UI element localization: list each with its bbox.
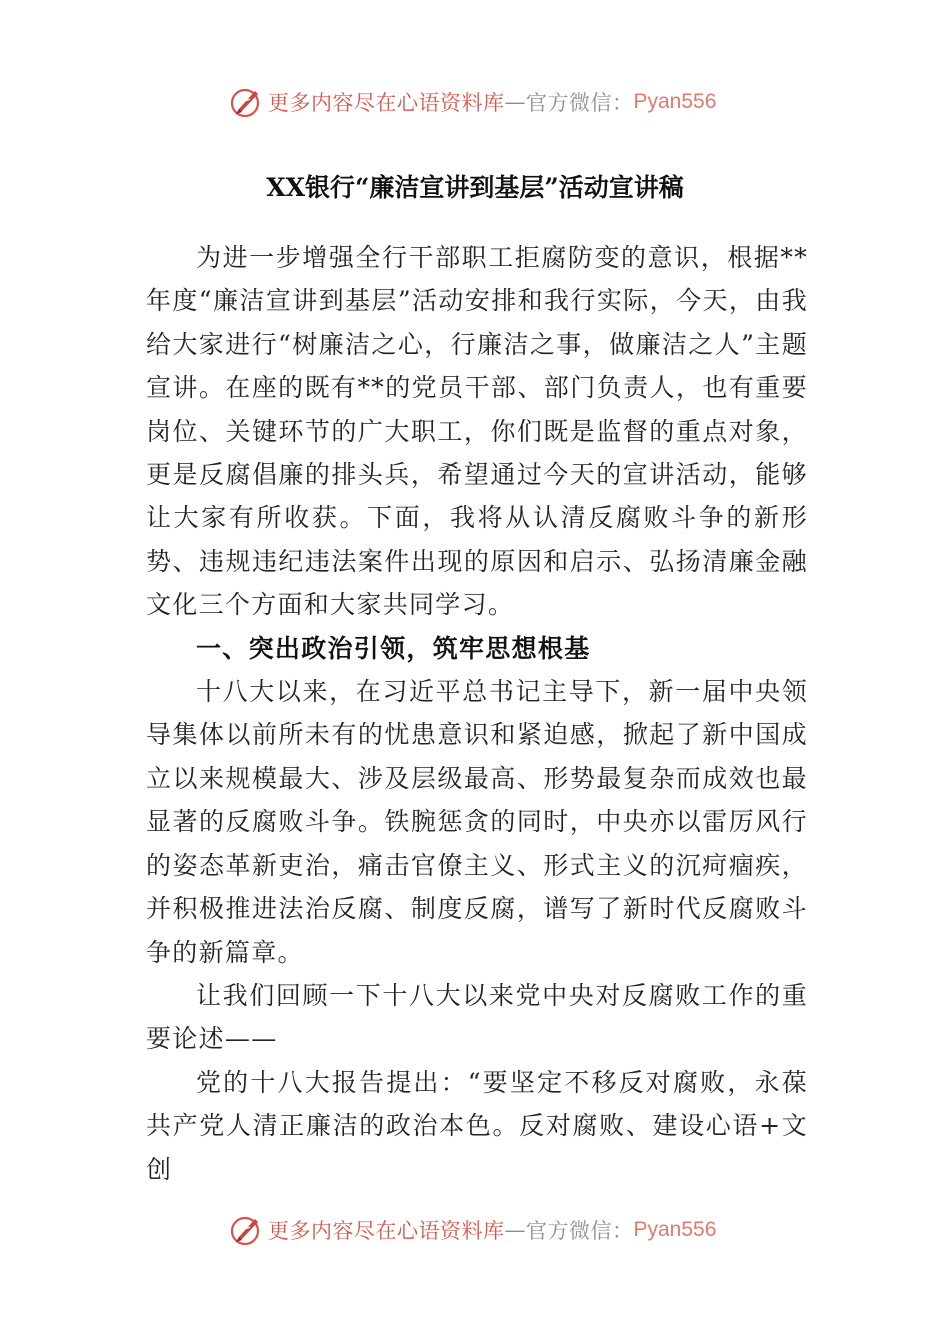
watermark-brand-text: 更多内容尽在心语资料库 xyxy=(268,1219,505,1243)
watermark-banner-top xyxy=(228,82,716,122)
watermark-wechat-id: Pyan556 xyxy=(633,1218,717,1241)
document-title: XX银行“廉洁宣讲到基层”活动宣讲稿 xyxy=(266,173,684,202)
watermark-separator: — xyxy=(504,90,526,114)
watermark-banner-bottom xyxy=(228,1210,716,1250)
paragraph-intro: 为进一步增强全行干部职工拒腐防变的意识，根据**年度“廉洁宣讲到基层”活动安排和我行实际，今天，由我给大家进行“树廉洁之心，行廉洁之事，做廉洁之人”主题宣讲。在座的既有**的党员干部、部门负责人，也有重要岗位、关键环节的广大职工，你们既是监督的重点对象，更是反腐倡廉的排头兵，希望通过今天的宣讲活动，能够让大家有所收获。下面，我将从认清反腐败斗争的新形势、违规违纪违法案件出现的原因和启示、弘扬清廉金融文化三个方面和大家共同学习。 xyxy=(146,243,808,620)
brush-logo-icon xyxy=(228,84,264,120)
paragraph-report-quote: 党的十八大报告提出：“要坚定不移反对腐败，永葆共产党人清正廉洁的政治本色。反对腐败、建设心语+文创 xyxy=(146,1067,808,1184)
watermark-official-text: 官方微信： xyxy=(526,1219,634,1243)
paragraph-section-1: 十八大以来，在习近平总书记主导下，新一届中央领导集体以前所未有的忧患意识和紧迫感，掀起了新中国成立以来规模最大、涉及层级最高、形势最复杂而成效也最显著的反腐败斗争。铁腕惩贪的同时，中央亦以雷厉风行的姿态革新吏治，痛击官僚主义、形式主义的沉疴痼疾，并积极推进法治反腐、制度反腐，谱写了新时代反腐败斗争的新篇章。 xyxy=(146,677,808,967)
document-body xyxy=(146,236,808,1191)
watermark-official-text: 官方微信： xyxy=(526,91,634,115)
paragraph-review: 让我们回顾一下十八大以来党中央对反腐败工作的重要论述—— xyxy=(146,980,808,1054)
watermark-wechat-id: Pyan556 xyxy=(633,90,717,113)
section-heading-1: 一、突出政治引领，筑牢思想根基 xyxy=(196,633,591,663)
brush-logo-icon xyxy=(228,1212,264,1248)
watermark-separator: — xyxy=(504,1218,526,1242)
watermark-brand-text: 更多内容尽在心语资料库 xyxy=(268,91,505,115)
